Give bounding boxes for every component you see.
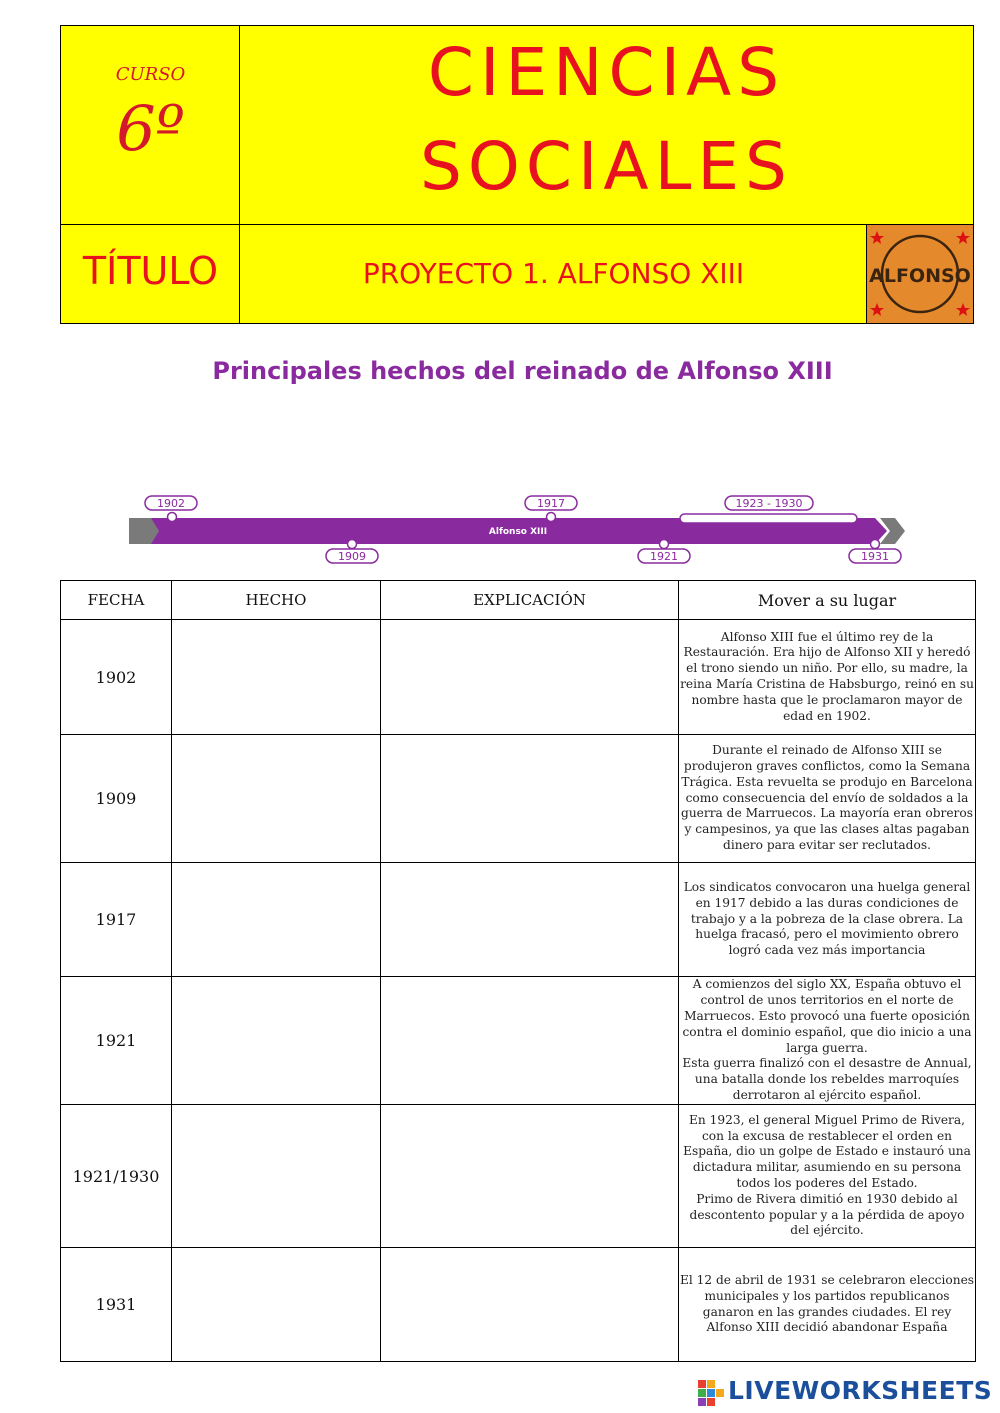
explanation-text: Alfonso XIII fue el último rey de la Restauración. Era hijo de Alfonso XII y heredó el trono siendo un niño. Por ello, su madre, la reina María Cristina de Habsburgo, reinó en su nombre hasta que le proclamaron mayor de edad en 1902. (680, 629, 974, 723)
table-row (61, 620, 976, 735)
explanation-text: Los sindicatos convocaron una huelga general en 1917 debido a las duras condiciones de trabajo y a la pobreza de la clase obrera. La huelga fracasó, pero el movimiento obrero logró cada vez más importancia (683, 880, 971, 958)
explicacion-drop-zone[interactable] (381, 1105, 679, 1248)
row-date: 1917 (61, 863, 172, 977)
project-cell (240, 225, 867, 323)
table-row (61, 735, 976, 863)
table-row (61, 977, 976, 1105)
table-row (61, 863, 976, 977)
hecho-drop-zone[interactable] (172, 735, 381, 863)
row-date: 1921/1930 (61, 1105, 172, 1248)
draggable-explanation[interactable] (679, 1248, 976, 1362)
timeline-label-1931: 1931 (861, 550, 889, 563)
hecho-drop-zone[interactable] (172, 863, 381, 977)
timeline-range-1923-1930 (680, 514, 857, 523)
explanation-text: Durante el reinado de Alfonso XIII se produjeron graves conflictos, como la Semana Trágica. Esta revuelta se produjo en Barcelona como consecuencia del envío de soldados a la guerra de Marruecos. La mayoría eran obreros y campesinos, ya que las clases altas pagaban dinero para evitar ser reclutados. (681, 743, 973, 852)
explicacion-drop-zone[interactable] (381, 863, 679, 977)
explanation-text: En 1923, el general Miguel Primo de Rivera, con la excusa de restablecer el orden en España, dio un golpe de Estado e instauró una dictadura militar, asumiendo en su persona todos los poderes del Estado. Primo de Rivera dimitió en 1930 debido al descontento popular y a la pérdida de apoyo del ejército. (683, 1112, 971, 1238)
alfonso-logo-icon (867, 225, 973, 323)
subject-title-line1: CIENCIAS (427, 34, 786, 111)
timeline-mark-1902 (145, 496, 197, 522)
header-explicacion: EXPLICACIÓN (381, 581, 679, 620)
liveworksheets-brand-text: LIVEWORKSHEETS (728, 1376, 993, 1405)
timeline-center-label: Alfonso XIII (488, 527, 548, 537)
timeline-label-1921: 1921 (650, 550, 678, 563)
row-date: 1921 (61, 977, 172, 1105)
timeline-label-1917: 1917 (537, 497, 565, 510)
timeline-label-1923-1930: 1923 - 1930 (735, 497, 803, 510)
hecho-drop-zone[interactable] (172, 620, 381, 735)
explanation-text: El 12 de abril de 1931 se celebraron elecciones municipales y los partidos republicanos ganaron en las grandes ciudades. El rey Alfonso XIII decidió abandonar España (679, 1272, 975, 1335)
subject-cell (240, 26, 973, 225)
project-title: PROYECTO 1. ALFONSO XIII (362, 257, 745, 290)
explicacion-drop-zone[interactable] (381, 735, 679, 863)
timeline-mark-1923-1930 (725, 496, 813, 510)
explicacion-drop-zone[interactable] (381, 1248, 679, 1362)
draggable-explanation[interactable] (679, 1105, 976, 1248)
timeline-mark-1917 (525, 496, 577, 522)
table-header-row (61, 581, 976, 620)
title-label-cell (61, 225, 240, 323)
draggable-explanation[interactable] (679, 977, 976, 1105)
row-date: 1931 (61, 1248, 172, 1362)
events-table (60, 580, 976, 1362)
table-row (61, 1248, 976, 1362)
draggable-explanation[interactable] (679, 735, 976, 863)
hecho-drop-zone[interactable] (172, 1105, 381, 1248)
header-fecha: FECHA (61, 581, 172, 620)
hecho-drop-zone[interactable] (172, 977, 381, 1105)
liveworksheets-logo-icon (698, 1380, 724, 1406)
hecho-drop-zone[interactable] (172, 1248, 381, 1362)
course-label: CURSO (115, 64, 186, 85)
course-cell (61, 26, 240, 225)
draggable-explanation[interactable] (679, 863, 976, 977)
explicacion-drop-zone[interactable] (381, 620, 679, 735)
subject-title-line2: SOCIALES (420, 128, 793, 205)
row-date: 1902 (61, 620, 172, 735)
alfonso-logo (867, 225, 973, 323)
draggable-explanation[interactable] (679, 620, 976, 735)
course-grade: 6º (116, 92, 185, 165)
timeline (125, 490, 910, 570)
timeline-label-1902: 1902 (157, 497, 185, 510)
header-mover: Mover a su lugar (679, 581, 976, 620)
logo-text: ALFONSO (869, 265, 971, 287)
row-date: 1909 (61, 735, 172, 863)
document-title: Principales hechos del reinado de Alfonso XIII (212, 357, 833, 385)
header-block (60, 25, 974, 324)
header-hecho: HECHO (172, 581, 381, 620)
title-label: TÍTULO (82, 249, 219, 293)
explicacion-drop-zone[interactable] (381, 977, 679, 1105)
table-row (61, 1105, 976, 1248)
timeline-label-1909: 1909 (338, 550, 366, 563)
explanation-text: A comienzos del siglo XX, España obtuvo el control de unos territorios en el norte de Marruecos. Esto provocó una fuerte oposición contra el dominio español, que dio inicio a una larga guerra. Esta guerra finalizó con el desastre de Annual, una batalla donde los rebeldes marroquíes derrotaron al ejército español. (682, 977, 972, 1102)
